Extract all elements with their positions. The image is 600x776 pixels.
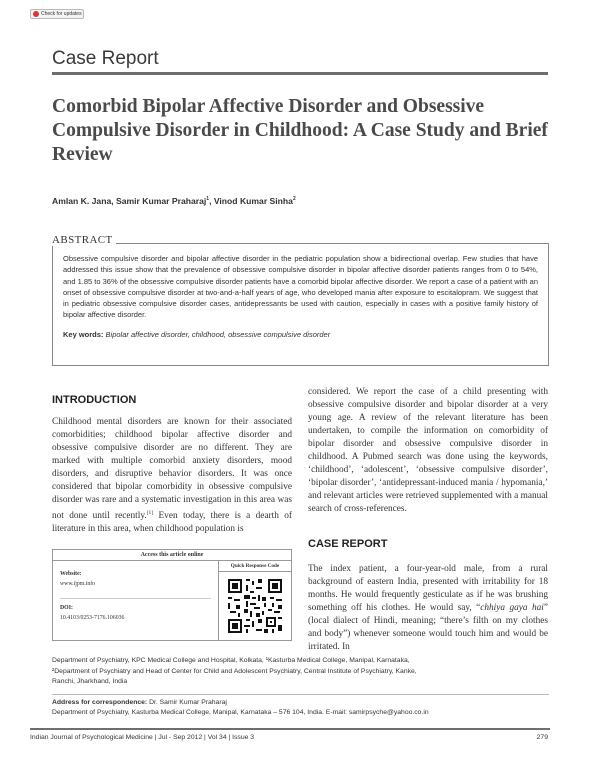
qr-label: Quick Response Code — [219, 561, 291, 572]
journal-citation: Indian Journal of Psychological Medicine | Jul - Sep 2012 | Vol 34 | Issue 3 — [30, 734, 255, 741]
correspondence-name: Dr. Samir Kumar Praharaj — [147, 699, 227, 706]
update-icon — [33, 11, 39, 17]
footer-divider — [30, 728, 550, 730]
case-text-2: ” (local dialect of Hindi, meaning; “there’s filth on my clothes and body”) whenever someone would touch him and would be irritated. In — [308, 603, 548, 652]
affiliation-line-3: Ranchi, Jharkhand, India — [52, 678, 128, 686]
website-label: Website: — [60, 571, 82, 577]
citation-1[interactable]: [1] — [146, 510, 154, 516]
affiliations — [52, 656, 549, 688]
intro-text-1: Childhood mental disorders are known for their associated comorbidities; childhood bipolar affective disorder and obsessive compulsive disorder are no different. They are marked with multiple comorbid anxiety disorders, mood disorders, and disruptive behavior disorders. It was once considered that bipolar comorbidity in obsessive compulsive disorder was rare and a systematic investigation in this area was not done until recently. — [52, 417, 292, 522]
keywords-label: Key words: — [63, 329, 104, 339]
qr-panel — [219, 561, 291, 640]
keywords-value: Bipolar affective disorder, childhood, obsessive compulsive disorder — [105, 329, 331, 339]
article-type-label: Case Report — [52, 48, 159, 69]
correspondence-header — [52, 698, 549, 708]
intro-text-2: Even today, there is a dearth of literature in this area, when childhood population is — [52, 511, 292, 535]
affiliation-line-1: Department of Psychiatry, KPC Medical College and Hospital, Kolkata, ¹Kasturba Medical College, Manipal, Karnataka, — [52, 657, 410, 664]
author-affil-1: 1 — [206, 196, 210, 203]
affiliation-line-2: ²Department of Psychiatry and Head of Center for Child and Adolescent Psychiatry, Central Institute of Psychiatry, Kanke, — [52, 667, 417, 675]
affiliation-divider — [52, 694, 549, 695]
page-number: 279 — [536, 734, 548, 741]
author-names-2: , Vinod Kumar Sinha — [209, 196, 293, 206]
header-divider — [52, 72, 548, 75]
author-names-1: Amlan K. Jana, Samir Kumar Praharaj — [52, 196, 207, 206]
access-details — [53, 561, 219, 640]
access-article-box — [52, 549, 292, 641]
correspondence-address: Department of Psychiatry, Kasturba Medical College, Manipal, Karnataka – 576 104, India. E-mail: samirpsyche@yahoo.co.in — [52, 709, 429, 716]
author-affil-2: 2 — [292, 196, 296, 203]
correspondence-label: Address for correspondence: — [52, 699, 148, 706]
website-link[interactable]: www.ijpm.info — [60, 581, 96, 587]
abstract-box — [52, 243, 549, 366]
case-report-paragraph — [308, 563, 548, 654]
case-text-1: The index patient, a four-year-old male, from a rural background of eastern India, presented with irritability for 18 months. He would frequently gesticulate as if he was brushing something off his clothes. He would say, “ — [308, 564, 548, 613]
keywords — [63, 330, 538, 339]
doi-label: DOI: — [60, 605, 73, 611]
qr-code-icon[interactable] — [226, 577, 284, 635]
access-header: Access this article online — [53, 550, 291, 561]
case-quote: chhiya gaya hai — [480, 603, 544, 613]
case-report-heading: CASE REPORT — [308, 538, 388, 550]
badge-label: Check for updates — [41, 11, 82, 17]
introduction-paragraph — [52, 416, 292, 536]
abstract-heading: ABSTRACT — [52, 234, 116, 246]
article-title: Comorbid Bipolar Affective Disorder and Obsessive Compulsive Disorder in Childhood: A Case Study and Brief Review — [52, 96, 548, 165]
check-for-updates-badge[interactable] — [30, 9, 84, 19]
author-list — [52, 196, 296, 206]
access-divider — [60, 598, 211, 599]
introduction-paragraph-continued: considered. We report the case of a child presenting with obsessive compulsive disorder and bipolar disorder at a very young age. A review of the relevant literature has been undertaken, to compile the information on comorbidity of bipolar disorder and obsessive compulsive disorder in childhood. A Pubmed search was done using the keywords, ‘childhood’, ‘adolescent’, ‘obsessive compulsive disorder’, ‘bipolar disorder’, ‘antidepressant-induced mania / hypomania,’ and relevant articles were retrieved supplemented with a manual search of cross-references. — [308, 387, 548, 514]
introduction-heading: INTRODUCTION — [52, 394, 137, 406]
abstract-text: Obsessive compulsive disorder and bipolar affective disorder in the pediatric population show a bidirectional overlap. Few studies that have addressed this issue show that the prevalence of obsessive compulsive disorder in bipolar affective disorder patients ranges from 0 to 54%, and 1.85 to 36% of the obsessive compulsive disorder patients have a comorbid bipolar affective disorder. We report a case of a patient with an onset of obsessive compulsive disorder at two-and-a-half years of age, who developed mania after exposure to escitalopram. We suggest that in pediatric obsessive compulsive disorder cases, antidepressants be used with caution, especially in cases with a positive family history of bipolar affective disorder. — [63, 254, 538, 320]
correspondence — [52, 698, 549, 718]
doi-link[interactable]: 10.4103/0253-7176.106036 — [60, 615, 125, 621]
